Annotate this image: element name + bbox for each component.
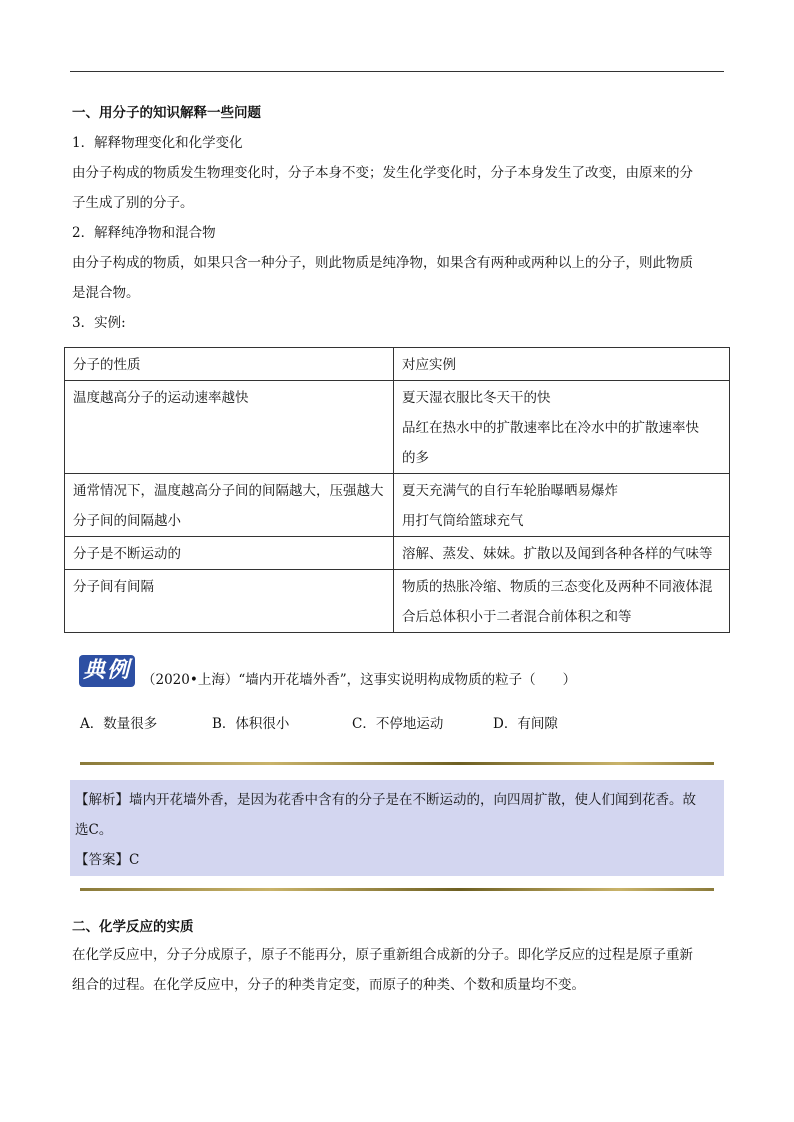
property-cell <box>65 474 394 537</box>
table-row <box>65 570 730 633</box>
property-text: 温度越高分子的运动速率越快 <box>73 390 249 406</box>
example-question: （2020•上海）“墙内开花墙外香”，这事实说明构成物质的粒子（ ） <box>142 672 577 688</box>
property-cell <box>65 570 394 633</box>
section2-line2: 组合的过程。在化学反应中，分子的种类肯定变，而原子的种类、个数和质量均不变。 <box>72 977 585 993</box>
example-cell <box>394 570 730 633</box>
section2-body <box>72 940 726 1000</box>
property-cell <box>65 381 394 474</box>
item1-title: 1．解释物理变化和化学变化 <box>72 135 243 151</box>
example-text: 品红在热水中的扩散速率比在冷水中的扩散速率快 <box>402 420 699 436</box>
table-header-row <box>65 348 730 381</box>
property-text: 分子间有间隔 <box>73 579 154 595</box>
property-cell <box>65 537 394 570</box>
option-b: B．体积很小 <box>212 716 290 732</box>
header-example: 对应实例 <box>394 348 730 381</box>
option-c: C．不停地运动 <box>352 716 444 732</box>
answer-line: 【答案】C <box>75 852 140 868</box>
example-cell <box>394 537 730 570</box>
property-text: 通常情况下，温度越高分子间的间隔越大，压强越大 <box>73 483 384 499</box>
example-cell <box>394 474 730 537</box>
property-text: 分子间的间隔越小 <box>73 513 181 529</box>
gold-divider-bottom <box>80 888 714 891</box>
header-property: 分子的性质 <box>65 348 394 381</box>
molecule-properties-table <box>64 347 730 633</box>
item2-text-line2: 是混合物。 <box>72 285 140 301</box>
item2-text-line1: 由分子构成的物质，如果只含一种分子，则此物质是纯净物，如果含有两种或两种以上的分子，则此物质 <box>72 255 693 271</box>
example-text: 物质的热胀冷缩、物质的三态变化及两种不同液体混 <box>402 579 713 595</box>
example-cell <box>394 381 730 474</box>
table-row <box>65 381 730 474</box>
gold-divider-top <box>80 762 714 765</box>
option-a: A．数量很多 <box>80 716 158 732</box>
example-text: 夏天充满气的自行车轮胎曝晒易爆炸 <box>402 483 618 499</box>
example-text: 合后总体积小于二者混合前体积之和等 <box>402 609 632 625</box>
answer-box <box>70 780 724 876</box>
section2-line1: 在化学反应中，分子分成原子，原子不能再分，原子重新组合成新的分子。即化学反应的过程是原子重新 <box>72 947 693 963</box>
example-text: 的多 <box>402 450 429 466</box>
table-row <box>65 474 730 537</box>
analysis-line1: 【解析】墙内开花墙外香，是因为花香中含有的分子是在不断运动的，向四周扩散，使人们闻到花香。故 <box>75 792 696 808</box>
item1-text-line1: 由分子构成的物质发生物理变化时，分子本身不变；发生化学变化时，分子本身发生了改变，由原来的分 <box>72 165 693 181</box>
option-d: D．有间隙 <box>493 716 558 732</box>
property-text: 分子是不断运动的 <box>73 546 181 562</box>
example-text: 夏天湿衣服比冬天干的快 <box>402 390 551 406</box>
item3-title: 3．实例: <box>72 315 126 331</box>
section1-body <box>72 128 726 338</box>
table-row <box>65 537 730 570</box>
example-text: 溶解、蒸发、妹妹。扩散以及闻到各种各样的气味等 <box>402 546 713 562</box>
section2-heading: 二、化学反应的实质 <box>72 919 194 935</box>
example-badge: 典例 <box>79 655 135 687</box>
header-rule <box>70 71 724 72</box>
item1-text-line2: 子生成了别的分子。 <box>72 195 194 211</box>
section1-heading: 一、用分子的知识解释一些问题 <box>72 105 261 121</box>
analysis-line2: 选C。 <box>75 822 113 838</box>
item2-title: 2．解释纯净物和混合物 <box>72 225 216 241</box>
example-text: 用打气筒给篮球充气 <box>402 513 524 529</box>
